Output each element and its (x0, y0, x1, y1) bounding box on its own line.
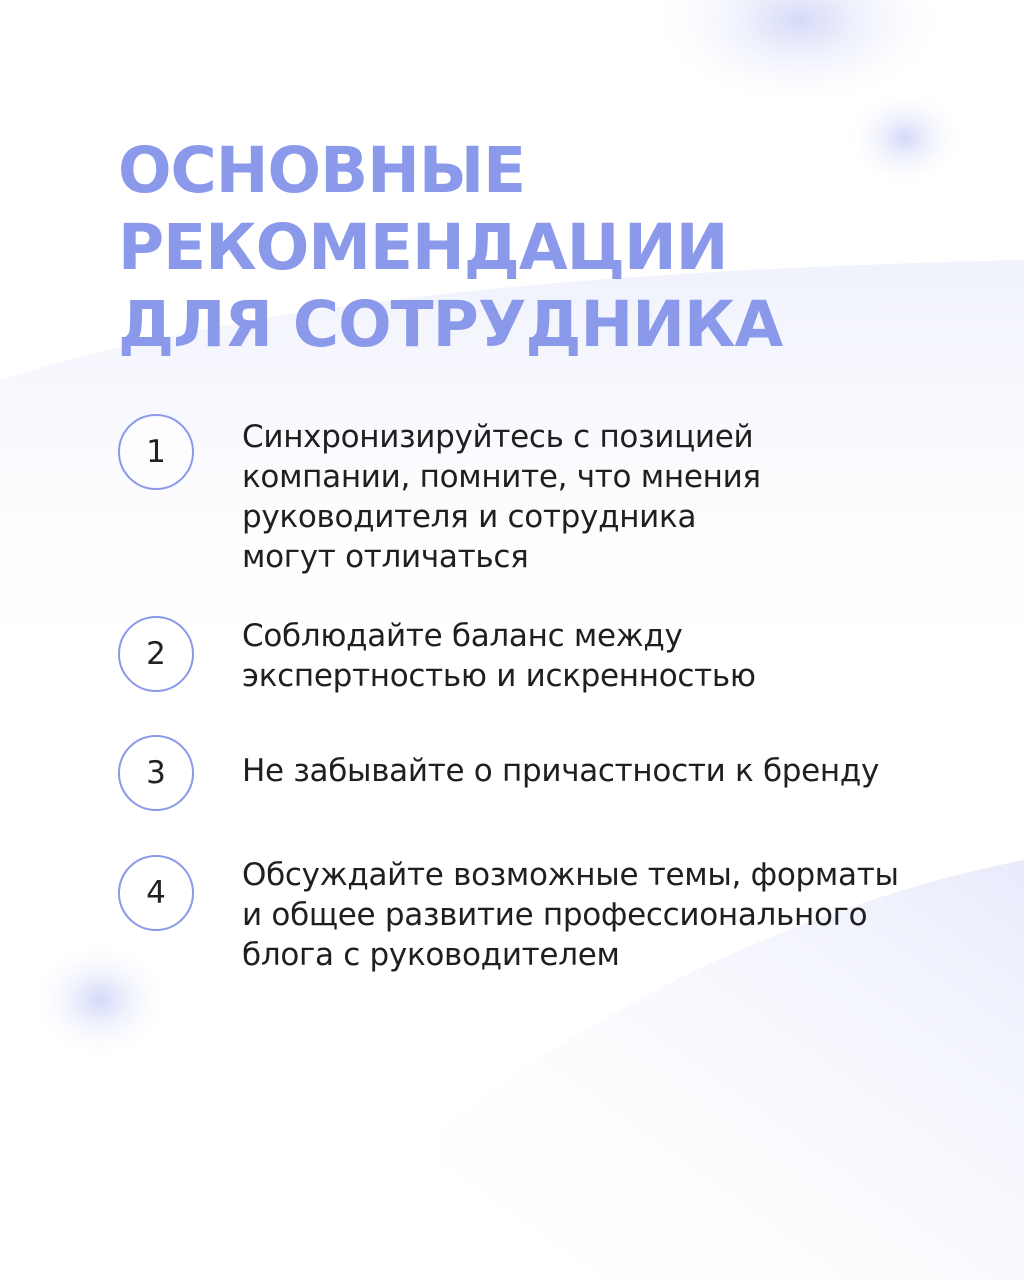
item-text-line: экспертностью и искренностью (242, 658, 756, 694)
number-badge (118, 414, 194, 490)
item-number: 4 (146, 875, 166, 911)
item-text-line: блога с руководителем (242, 937, 620, 973)
item-text-line: могут отличаться (242, 539, 529, 575)
item-number: 2 (146, 636, 166, 672)
item-text-line: Соблюдайте баланс между (242, 618, 683, 654)
item-text-line: Синхронизируйтесь с позицией (242, 419, 754, 455)
item-text (242, 855, 1022, 975)
item-text (242, 616, 1022, 696)
item-text (242, 751, 1022, 791)
item-text-line: компании, помните, что мнения (242, 459, 761, 495)
item-text (242, 417, 1022, 577)
title-line-2: РЕКОМЕНДАЦИИ (118, 211, 728, 284)
item-text-line: руководителя и сотрудника (242, 499, 697, 535)
item-number: 1 (146, 434, 166, 470)
title-line-1: ОСНОВНЫЕ (118, 134, 526, 207)
item-text-line: Не забывайте о причастности к бренду (242, 753, 880, 789)
page-title (118, 132, 782, 363)
number-badge (118, 855, 194, 931)
item-text-line: Обсуждайте возможные темы, форматы (242, 857, 899, 893)
number-badge (118, 735, 194, 811)
title-line-3: ДЛЯ СОТРУДНИКА (118, 288, 783, 361)
item-text-line: и общее развитие профессионального (242, 897, 868, 933)
item-number: 3 (146, 755, 166, 791)
number-badge (118, 616, 194, 692)
